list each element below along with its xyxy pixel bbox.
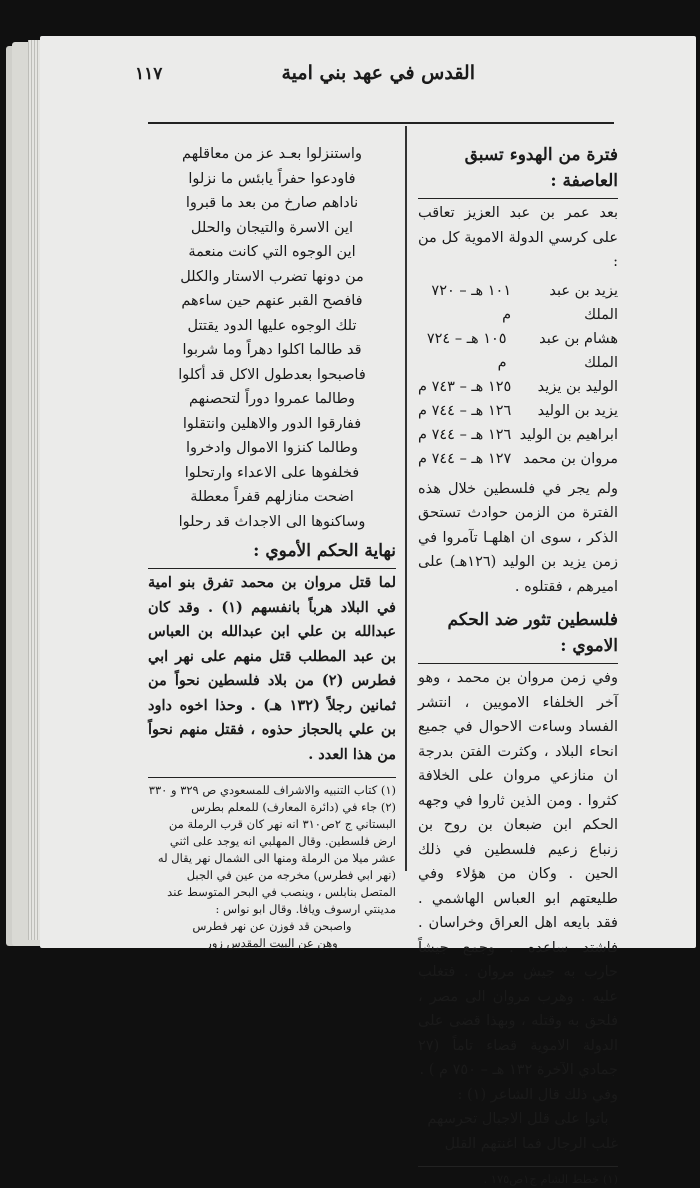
poet-intro: وفي ذلك قال الشاعر (١) :: [457, 1086, 618, 1103]
ruler-row: [418, 279, 618, 327]
verse-line: تلك الوجوه عليها الدود يقتتل: [187, 317, 357, 334]
ruler-row: [418, 447, 618, 471]
verse-line: واستنزلوا بعـد عز من معاقلهم: [182, 146, 362, 162]
verse-line: اضحت منازلهم قفراً معطلة: [190, 489, 354, 505]
ruler-row: [418, 399, 618, 423]
verse-line: وطالما كنزوا الاموال وادخروا: [186, 440, 358, 456]
right-column: [418, 142, 618, 1188]
verse-line: ففارقوا الدور والاهلين وانتقلوا: [182, 415, 362, 432]
ruler-dates: ١٢٦ هـ – ٧٤٤ م: [418, 426, 512, 443]
poem: [148, 142, 396, 534]
footnote-rule: [418, 1166, 618, 1167]
running-title: القدس في عهد بني امية: [281, 62, 475, 84]
verse-line: ناداهم صارخ من بعد ما قبروا: [185, 195, 359, 211]
paragraph-palestine-calm: ولم يجر في فلسطين خلال هذه الفترة من الزمن حوادث تستحق الذكر ، سوى ان اهلهـا تآمروا في زمن يزيد بن الوليد (١٢٦هـ) على اميرهم ، فقتلوه .: [418, 480, 619, 595]
footnote-rule: [148, 777, 396, 778]
section-heading-end: نهاية الحكم الأموي :: [148, 538, 396, 569]
intro-paragraph: بعد عمر بن عبد العزيز تعاقب على كرسي الدولة الاموية كل من :: [418, 205, 618, 270]
verse-line: باتوا على قلل الاجبال تحرسهم: [427, 1111, 609, 1127]
paragraph-end: لما قتل مروان بن محمد تفرق بنو امية في البلاد هرباً بانفسهم (١) . وقد كان عبدالله بن علي ابن عبدالله بن العباس بن عبد المطلب قتل منهم على نهر ابي فطرس (٢) من بلاد فلسطين نحواً من ثمانين رجلاً (١٣٢ هـ) . وحذا اخوه داود بن علي بالحجاز حذوه ، فقتل منهم نحواً من هذا العدد .: [148, 574, 397, 763]
footnote: (٢) جاء في (دائرة المعارف) للمعلم بطرس البستاني ج ٢ص٣١٠ انه نهر كان قرب الرملة من ارض فلسطين. وقال المهلبي انه يوجد على اثني عشر ميلا من الرملة ومنها الى الشمال نهر يقال له (نهر ابي فطرس) مخرجه من عين في الجبل المتصل بنابلس ، وينصب في البحر المتوسط عند مدينتي ارسوف ويافا. وقال ابو نواس :: [157, 800, 396, 916]
verse-line: فاصبحوا بعدطول الاكل قد أكلوا: [178, 366, 366, 383]
ruler-name: يزيد بن الوليد: [537, 402, 618, 419]
ruler-row: [418, 327, 618, 375]
running-head: [135, 58, 615, 92]
verse-line: فاودعوا حفراً يابئس ما نزلوا: [188, 170, 356, 187]
verse-line: من دونها تضرب الاستار والكلل: [180, 268, 364, 285]
ruler-dates: ١٢٥ هـ – ٧٤٣ م: [418, 378, 512, 395]
footnote-verse: وهن عن البيت المقدس زور: [206, 936, 338, 950]
verse-line: فافصح القبر عنهم حين ساءهم: [181, 293, 363, 309]
ruler-name: يزيد بن عبد الملك: [549, 282, 618, 323]
rulers-list: [418, 279, 618, 471]
verse-line: اين الوجوه التي كانت منعمة: [188, 244, 356, 260]
column-divider: [405, 126, 407, 871]
footnote: (١) كتاب التنبيه والاشراف للمسعودي ص ٣٢٩ و ٣٣٠: [148, 783, 396, 797]
verse-line: اين الاسرة والتيجان والحلل: [190, 219, 354, 236]
left-column: [148, 142, 396, 952]
page-number: ١١٧: [135, 64, 163, 84]
section-heading-calm: فترة من الهدوء تسبق العاصفة :: [418, 142, 618, 199]
section-heading-revolt: فلسطين تثور ضد الحكم الاموي :: [418, 607, 618, 664]
verse-line: قد طالما اكلوا دهراً وما شربوا: [182, 342, 362, 358]
verse-line: فخلفوها على الاعداء وارتحلوا: [184, 464, 360, 481]
verse-line: غلب الرجال فما اغنتهم القلل: [444, 1135, 618, 1152]
ruler-dates: ١٢٧ هـ – ٧٤٤ م: [418, 450, 512, 467]
ruler-row: [418, 423, 618, 447]
ruler-name: هشام بن عبد الملك: [539, 330, 618, 371]
footnote-verse: واصبحن قد فوزن عن نهر فطرس: [192, 919, 352, 933]
verse-line: وساكنوها الى الاجداث قد رحلوا: [178, 513, 366, 530]
footnote: (١) خطط الشام ج١ص١٧٥ .: [483, 1172, 618, 1186]
ruler-name: الوليد بن يزيد: [537, 378, 618, 395]
header-rule: [148, 122, 614, 124]
ruler-dates: ١٢٦ هـ – ٧٤٤ م: [418, 402, 512, 419]
paragraph-revolt: وفي زمن مروان بن محمد ، وهو آخر الخلفاء الامويين ، انتشر الفساد وساءت الاحوال في جميع انحاء البلاد ، وكثرت الفتن بدرجة ان منازعي مروان على الخلافة كثروا . ومن الذين ثاروا في وجهه الحكم ابن ضبعان بن روح بن زنباع زعيم فلسطين في ذلك الحين . وكان من هؤلاء وفي طليعتهم ابو العباس الهاشمي . فقد بايعه اهل العراق وخراسان . فاشتد ساعده . وجمع جيشاً حارب به جيش مروان . فتغلب عليه . وهرب مروان الى مصر ، فلحق به وقتله ، وبهذا قضى على الدولة الاموية قضاء تاماً (٢٧ جمادي الآخرة ١٣٢ هـ – ٧٥٠ م ) .: [418, 670, 618, 1078]
ruler-dates: ١٠١ هـ – ٧٢٠ م: [431, 282, 512, 323]
verse-line: وطالما عمروا دوراً لتحصنهم: [189, 391, 355, 407]
ruler-name: ابراهيم بن الوليد: [519, 426, 618, 443]
ruler-dates: ١٠٥ هـ – ٧٢٤ م: [426, 330, 507, 371]
ruler-row: [418, 375, 618, 399]
ruler-name: مروان بن محمد: [523, 450, 618, 467]
